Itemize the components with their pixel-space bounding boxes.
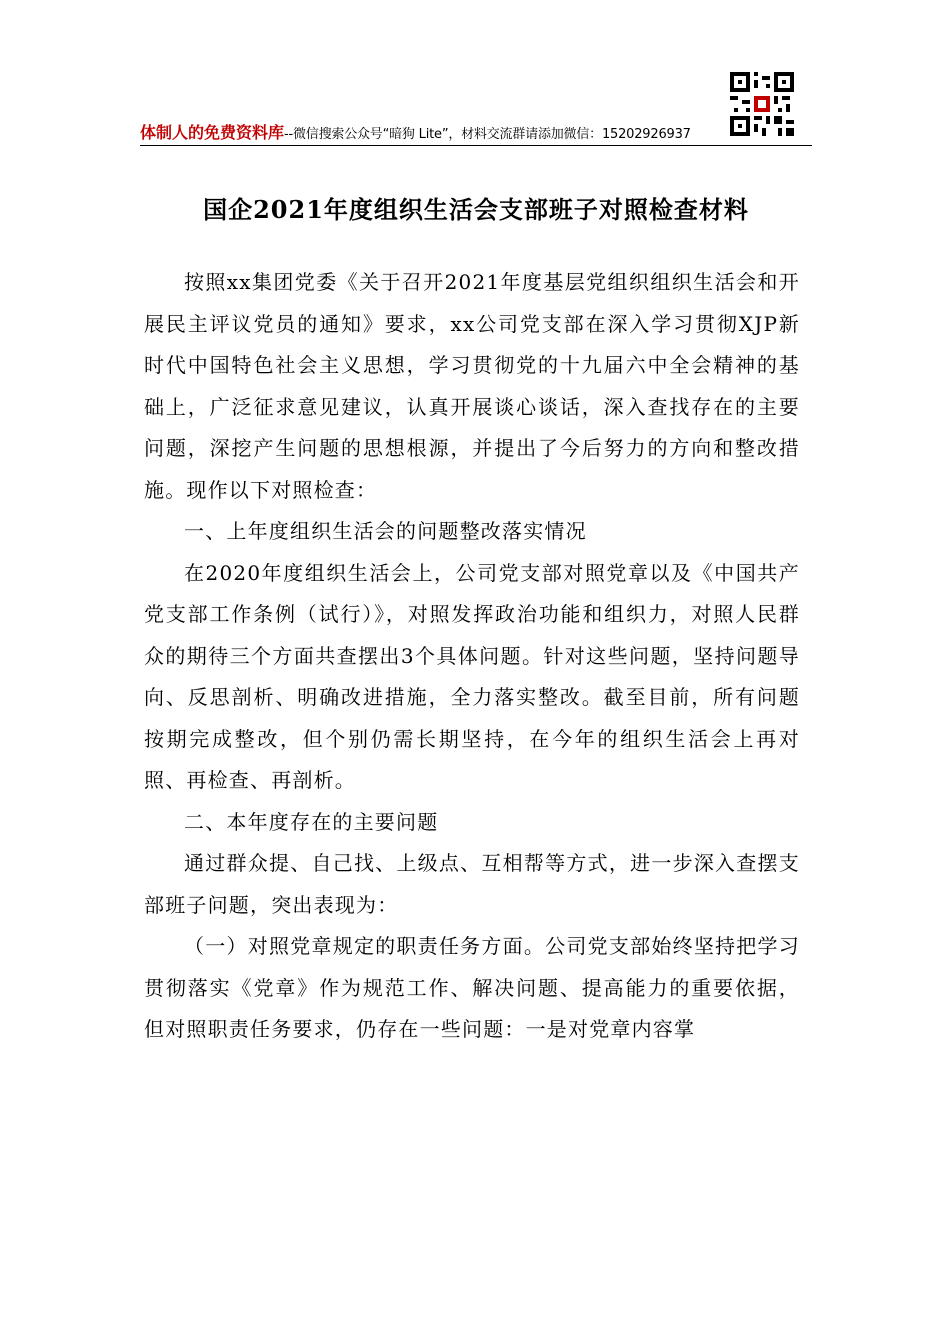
header-promo: --微信搜索公众号“暗狗 Lite”，材料交流群请添加微信：15202926937 (284, 127, 691, 142)
paragraph-subsection-1: （一）对照党章规定的职责任务方面。公司党支部始终坚持把学习贯彻落实《党章》作为规范工作、解决问题、提高能力的重要依据，但对照职责任务要求，仍存在一些问题：一是对党章内容掌 (144, 934, 800, 1041)
header-divider (140, 145, 812, 146)
paragraph-section-1: 在2020年度组织生活会上，公司党支部对照党章以及《中国共产党支部工作条例（试行）》，对照发挥政治功能和组织力，对照人民群众的期待三个方面共查摆出3个具体问题。针对这些问题，坚持问题导向、反思剖析、明确改进措施，全力落实整改。截至目前，所有问题按期完成整改，但个别仍需长期坚持，在今年的组织生活会上再对照、再检查、再剖析。 (144, 560, 800, 792)
header-brand: 体制人的免费资料库 (140, 123, 285, 142)
page-header (140, 120, 812, 144)
document-body (144, 262, 800, 1051)
document-title: 国企2021年度组织生活会支部班子对照检查材料 (203, 195, 749, 224)
section-heading-1: 一、上年度组织生活会的问题整改落实情况 (184, 519, 587, 543)
paragraph-section-2: 通过群众提、自己找、上级点、互相帮等方式，进一步深入查摆支部班子问题，突出表现为： (144, 851, 800, 917)
qr-code-icon (730, 72, 794, 136)
section-heading-2: 二、本年度存在的主要问题 (184, 809, 439, 834)
paragraph-intro: 按照xx集团党委《关于召开2021年度基层党组织组织生活会和开展民主评议党员的通知》要求，xx公司党支部在深入学习贯彻XJP新时代中国特色社会主义思想，学习贯彻党的十九届六中全会精神的基础上，广泛征求意见建议，认真开展谈心谈话，深入查找存在的主要问题，深挖产生问题的思想根源，并提出了今后努力的方向和整改措施。现作以下对照检查： (144, 270, 800, 502)
